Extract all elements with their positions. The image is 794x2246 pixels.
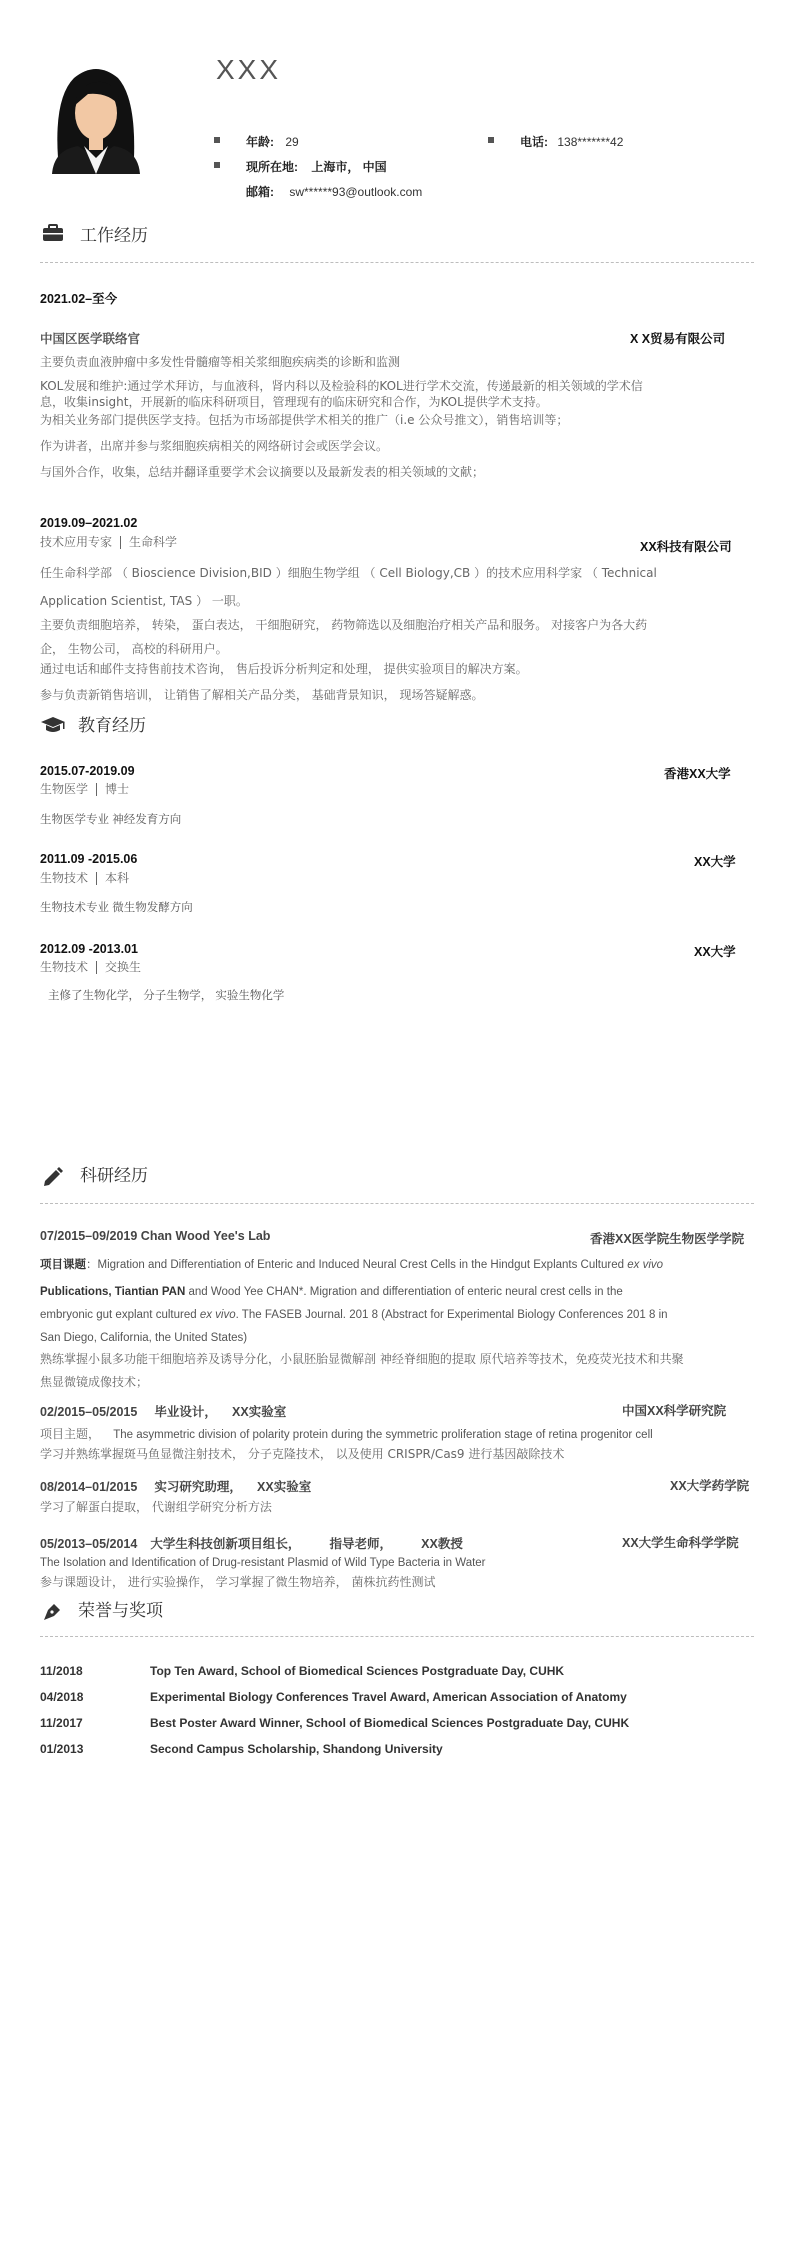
research-1-org: 香港XX医学院生物医学学院 bbox=[590, 1232, 745, 1246]
research-1-text: and Wood Yee CHAN*. Migration and differentiation of enteric neural crest cells in the bbox=[188, 1286, 623, 1298]
phone-value: 138*******42 bbox=[557, 135, 624, 149]
separator bbox=[96, 961, 97, 974]
bullet-icon bbox=[214, 162, 220, 168]
section-divider bbox=[40, 1636, 754, 1637]
research-3-line: 学习了解蛋白提取， 代谢组学研究分析方法 bbox=[40, 1500, 272, 1514]
edu-1-detail: 生物医学专业 神经发育方向 bbox=[40, 814, 182, 826]
phone-row bbox=[520, 133, 623, 150]
email-value[interactable]: sw******93@outlook.com bbox=[289, 185, 423, 199]
phone-label: 电话: bbox=[520, 135, 548, 149]
work-2-org: XX科技有限公司 bbox=[640, 540, 732, 554]
research-1-pub-line bbox=[40, 1283, 760, 1302]
section-divider bbox=[40, 262, 754, 263]
bullet-icon bbox=[488, 137, 494, 143]
work-1-line: 主要负责血液肿瘤中多发性骨髓瘤等相关浆细胞疾病类的诊断和监测 bbox=[40, 355, 401, 369]
research-3-lab: XX实验室 bbox=[257, 1480, 312, 1494]
work-1-line: 息，收集insight，开展新的临床科研项目，管理现有的临床研究和合作，为KOL提供学术支持。 bbox=[40, 395, 548, 409]
avatar bbox=[44, 58, 148, 174]
edu-3-major: 生物技术 bbox=[40, 960, 89, 974]
research-3-date: 08/2014–01/2015 bbox=[40, 1480, 138, 1494]
work-2-line: 通过电话和邮件支持售前技术咨询， 售后投诉分析判定和处理， 提供实验项目的解决方案。 bbox=[40, 662, 528, 676]
section-divider bbox=[40, 1203, 754, 1204]
research-2-line bbox=[40, 1425, 760, 1445]
research-2-text: The asymmetric division of polarity protein during the symmetric proliferation stage of retina progenitor cell bbox=[113, 1429, 653, 1441]
work-2-date: 2019.09–2021.02 bbox=[40, 516, 138, 530]
research-1-text: embryonic gut explant cultured bbox=[40, 1309, 197, 1321]
candidate-name: XXX bbox=[216, 54, 282, 85]
work-2-dept: 生命科学 bbox=[129, 535, 178, 549]
research-2-label: 项目主题， bbox=[40, 1427, 101, 1441]
research-1-pub-label: Publications, bbox=[40, 1286, 112, 1298]
edu-3-org: XX大学 bbox=[694, 945, 736, 959]
age-value: 29 bbox=[285, 135, 299, 149]
work-1-line: 为相关业务部门提供医学支持。包括为市场部提供学术相关的推广（i.e 公众号推文），销售培训等； bbox=[40, 413, 569, 427]
bullet-icon bbox=[214, 137, 220, 143]
work-2-role-row bbox=[40, 532, 177, 552]
work-2-line: 参与负责新销售培训， 让销售了解相关产品分类， 基础背景知识， 现场答疑解惑。 bbox=[40, 688, 484, 702]
separator bbox=[96, 872, 97, 885]
section-title-education: 教育经历 bbox=[78, 716, 146, 736]
work-1-line: KOL发展和维护:通过学术拜访，与血液科，肾内科以及检验科的KOL进行学术交流，传递最新的相关领域的学术信 bbox=[40, 379, 643, 393]
pencil-icon bbox=[42, 1166, 64, 1186]
work-1-details bbox=[40, 352, 754, 482]
work-2-line: Application Scientist, TAS ） 一职。 bbox=[40, 594, 248, 608]
work-1-org: X X贸易有限公司 bbox=[630, 332, 726, 346]
research-4-header bbox=[40, 1533, 463, 1552]
work-2-line: 任生命科学部 （ Bioscience Division,BID ）细胞生物学组 （ Cell Biology,CB ）的技术应用科学家 （ Technical bbox=[40, 566, 657, 580]
research-1-line bbox=[40, 1306, 760, 1325]
research-2-role: 毕业设计， bbox=[154, 1405, 217, 1419]
work-1-line: 与国外合作，收集，总结并翻译重要学术会议摘要以及最新发表的相关领域的文献； bbox=[40, 465, 485, 479]
edu-2-major-row bbox=[40, 868, 129, 888]
briefcase-icon bbox=[42, 224, 64, 242]
work-1-line: 作为讲者，出席并参与浆细胞疾病相关的网络研讨会或医学会议。 bbox=[40, 439, 389, 453]
research-3-org: XX大学药学院 bbox=[670, 1479, 750, 1493]
research-2-date: 02/2015–05/2015 bbox=[40, 1405, 138, 1419]
research-1-text: . The FASEB Journal. 201 8 (Abstract for Experimental Biology Conferences 201 8 in bbox=[235, 1309, 668, 1321]
award-3-date: 11/2017 bbox=[40, 1716, 83, 1730]
research-1-label: 项目课题 bbox=[40, 1259, 86, 1271]
graduation-cap-icon bbox=[40, 716, 66, 734]
research-4-prof: XX教授 bbox=[421, 1537, 463, 1551]
research-2-details bbox=[40, 1425, 760, 1464]
edu-2-major: 生物技术 bbox=[40, 871, 89, 885]
research-4-role: 大学生科技创新项目组长， bbox=[150, 1537, 301, 1551]
work-1-title: 中国区医学联络官 bbox=[40, 332, 141, 346]
edu-2-degree: 本科 bbox=[105, 871, 130, 885]
section-title-work: 工作经历 bbox=[80, 226, 148, 246]
research-1-line: San Diego, California, the United States) bbox=[40, 1332, 248, 1344]
edu-1-degree: 博士 bbox=[105, 782, 130, 796]
research-1-details bbox=[40, 1256, 760, 1392]
separator bbox=[120, 536, 121, 549]
research-2-lab: XX实验室 bbox=[232, 1405, 287, 1419]
location-label: 现所在地: bbox=[246, 160, 298, 174]
edu-3-detail: 主修了生物化学， 分子生物学， 实验生物化学 bbox=[48, 990, 285, 1002]
edu-1-major-row bbox=[40, 779, 129, 799]
separator bbox=[96, 783, 97, 796]
research-1-date: 07/2015–09/2019 Chan Wood Yee's Lab bbox=[40, 1229, 271, 1243]
pen-nib-icon bbox=[42, 1602, 62, 1622]
research-4-org: XX大学生命科学学院 bbox=[622, 1536, 739, 1550]
research-1-line: 焦显微镜成像技术； bbox=[40, 1375, 149, 1389]
edu-2-date: 2011.09 -2015.06 bbox=[40, 852, 138, 866]
edu-3-major-row bbox=[40, 957, 141, 977]
edu-2-org: XX大学 bbox=[694, 855, 736, 869]
research-2-line: 学习并熟练掌握斑马鱼显微注射技术， 分子克隆技术， 以及使用 CRISPR/Cas9 进行基因敲除技术 bbox=[40, 1447, 565, 1461]
award-3-text: Best Poster Award Winner, School of Biomedical Sciences Postgraduate Day, CUHK bbox=[150, 1716, 630, 1730]
location-row bbox=[246, 158, 387, 175]
edu-3-date: 2012.09 -2013.01 bbox=[40, 942, 139, 956]
age-row bbox=[246, 133, 299, 150]
work-1-date: 2021.02–至今 bbox=[40, 292, 118, 306]
research-1-italic: ex vivo bbox=[627, 1259, 664, 1271]
research-4-line: 参与课题设计， 进行实验操作， 学习掌握了微生物培养， 菌株抗药性测试 bbox=[40, 1575, 436, 1589]
work-2-details bbox=[40, 563, 754, 705]
section-title-research: 科研经历 bbox=[80, 1166, 148, 1186]
location-value: 上海市， 中国 bbox=[311, 160, 387, 174]
award-2-date: 04/2018 bbox=[40, 1690, 84, 1704]
edu-2-detail: 生物技术专业 微生物发酵方向 bbox=[40, 902, 193, 914]
research-1-author: Tiantian PAN bbox=[114, 1286, 186, 1298]
research-2-org: 中国XX科学研究院 bbox=[622, 1404, 727, 1418]
award-4-date: 01/2013 bbox=[40, 1742, 84, 1756]
email-row bbox=[246, 183, 422, 200]
work-2-line: 企， 生物公司， 高校的科研用户。 bbox=[40, 642, 228, 656]
research-1-line: 熟练掌握小鼠多功能干细胞培养及诱导分化，小鼠胚胎显微解剖 神经脊细胞的提取 原代培养等技术，免疫荧光技术和共聚 bbox=[40, 1352, 684, 1366]
email-label: 邮箱: bbox=[246, 185, 274, 199]
section-title-awards: 荣誉与奖项 bbox=[78, 1601, 163, 1621]
research-1-project-line bbox=[40, 1256, 760, 1275]
research-3-header bbox=[40, 1476, 311, 1495]
research-3-role: 实习研究助理， bbox=[154, 1480, 242, 1494]
edu-1-major: 生物医学 bbox=[40, 782, 89, 796]
age-label: 年龄: bbox=[246, 135, 274, 149]
research-1-italic: ex vivo bbox=[199, 1309, 236, 1321]
edu-1-date: 2015.07-2019.09 bbox=[40, 764, 135, 778]
research-1-text: ：Migration and Differentiation of Enteric and Induced Neural Crest Cells in the Hindgut Explants Cultured bbox=[86, 1259, 625, 1271]
award-1-text: Top Ten Award, School of Biomedical Sciences Postgraduate Day, CUHK bbox=[150, 1664, 565, 1678]
award-1-date: 11/2018 bbox=[40, 1664, 83, 1678]
research-4-line: The Isolation and Identification of Drug-resistant Plasmid of Wild Type Bacteria in Water bbox=[40, 1557, 486, 1569]
work-2-role: 技术应用专家 bbox=[40, 535, 113, 549]
edu-1-org: 香港XX大学 bbox=[664, 767, 731, 781]
edu-3-degree: 交换生 bbox=[105, 960, 142, 974]
research-4-advisor: 指导老师， bbox=[329, 1537, 393, 1551]
research-4-date: 05/2013–05/2014 bbox=[40, 1537, 138, 1551]
award-2-text: Experimental Biology Conferences Travel Award, American Association of Anatomy bbox=[150, 1690, 627, 1704]
research-2-header bbox=[40, 1401, 286, 1420]
research-4-details bbox=[40, 1554, 760, 1592]
award-4-text: Second Campus Scholarship, Shandong University bbox=[150, 1742, 443, 1756]
work-2-line: 主要负责细胞培养， 转染， 蛋白表达， 干细胞研究， 药物筛选以及细胞治疗相关产品和服务。 对接客户为各大药 bbox=[40, 618, 648, 632]
